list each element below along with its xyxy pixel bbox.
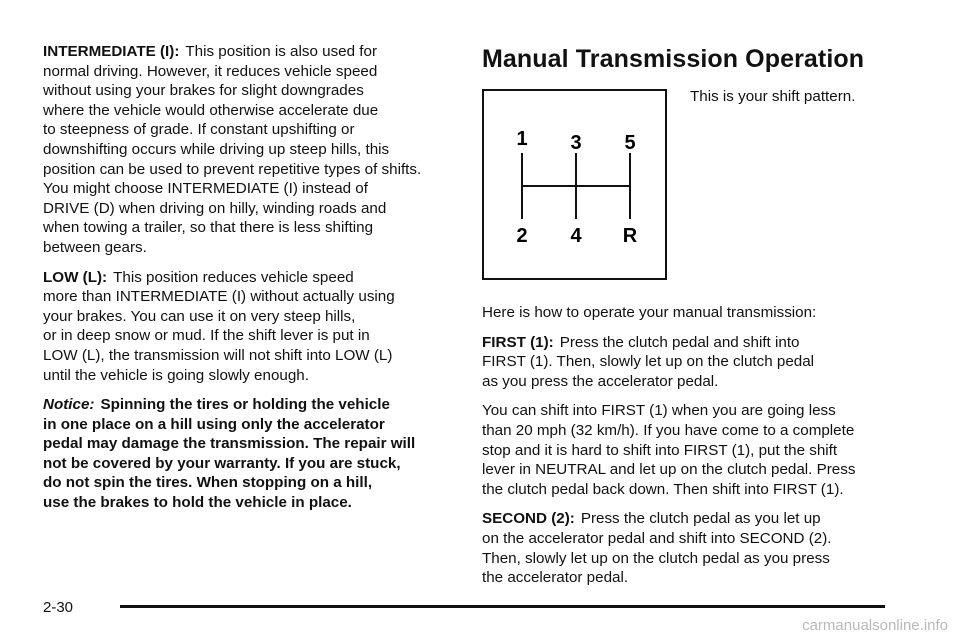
first-detail-line: the clutch pedal back down. Then shift into FIRST (1). xyxy=(482,480,844,498)
intermediate-line: This position is also used for xyxy=(185,43,378,60)
notice-line: not be covered by your warranty. If you are stuck, xyxy=(43,454,401,472)
first-detail-line: lever in NEUTRAL and let up on the clutch pedal. Press xyxy=(482,461,856,479)
shift-gate-lines xyxy=(522,153,630,219)
left-column xyxy=(43,42,453,523)
shift-pattern-diagram xyxy=(482,89,667,280)
watermark: carmanualsonline.info xyxy=(802,617,948,634)
first-line: FIRST (1). Then, slowly let up on the clutch pedal xyxy=(482,353,815,371)
intermediate-line: when towing a trailer, so that there is less shifting xyxy=(43,219,374,237)
notice-line: use the brakes to hold the vehicle in place. xyxy=(43,494,352,512)
first-paragraph xyxy=(482,333,932,392)
low-line: This position reduces vehicle speed xyxy=(113,268,354,286)
low-line: more than INTERMEDIATE (I) without actually using xyxy=(43,288,395,306)
right-column-body xyxy=(482,303,932,598)
first-line: as you press the accelerator pedal. xyxy=(482,372,719,390)
gear-label-bottom: 2 xyxy=(516,225,528,247)
low-paragraph xyxy=(43,268,453,386)
intermediate-line: between gears. xyxy=(43,238,147,256)
low-line: LOW (L), the transmission will not shift into LOW (L) xyxy=(43,346,393,364)
intermediate-line: normal driving. However, it reduces vehicle speed xyxy=(43,62,378,80)
intermediate-line: You might choose INTERMEDIATE (I) instead of xyxy=(43,180,368,198)
notice-line: in one place on a hill using only the accelerator xyxy=(43,415,385,433)
second-line: Then, slowly let up on the clutch pedal as you press xyxy=(482,549,830,567)
intermediate-line: where the vehicle would otherwise accelerate due xyxy=(43,101,379,119)
second-paragraph xyxy=(482,509,932,587)
gear-label-top: 5 xyxy=(624,132,636,154)
notice-line: pedal may damage the transmission. The repair will xyxy=(43,435,416,453)
footer-rule xyxy=(120,605,885,608)
section-heading: Manual Transmission Operation xyxy=(482,45,865,73)
first-detail-line: You can shift into FIRST (1) when you are going less xyxy=(482,402,836,420)
page-number: 2-30 xyxy=(43,599,74,616)
low-line: or in deep snow or mud. If the shift lever is put in xyxy=(43,327,370,345)
notice-label: Notice: xyxy=(43,396,95,414)
second-line: the accelerator pedal. xyxy=(482,569,629,587)
gear-label-top: 1 xyxy=(516,128,528,150)
first-label: FIRST (1): xyxy=(482,333,554,351)
intermediate-line: DRIVE (D) when driving on hilly, winding roads and xyxy=(43,199,387,217)
intro-paragraph: Here is how to operate your manual transmission: xyxy=(482,304,817,321)
intermediate-line: downshifting occurs while driving up steep hills, this xyxy=(43,140,390,158)
first-detail-line: stop and it is hard to shift into FIRST (1), put the shift xyxy=(482,441,838,459)
intermediate-paragraph xyxy=(43,42,453,258)
low-line: your brakes. You can use it on very steep hills, xyxy=(43,307,356,325)
second-line: Press the clutch pedal as you let up xyxy=(580,510,821,528)
shift-pattern-caption: This is your shift pattern. xyxy=(690,88,856,105)
low-label: LOW (L): xyxy=(43,268,108,286)
shift-pattern-svg xyxy=(484,91,665,278)
intermediate-line: to steepness of grade. If constant upshifting or xyxy=(43,121,355,139)
gear-label-bottom: 4 xyxy=(570,225,582,247)
second-label: SECOND (2): xyxy=(482,510,575,528)
low-line: until the vehicle is going slowly enough. xyxy=(43,366,309,384)
first-detail-line: than 20 mph (32 km/h). If you have come to a complete xyxy=(482,421,855,439)
first-detail-paragraph xyxy=(482,401,932,499)
notice-line: do not spin the tires. When stopping on a hill, xyxy=(43,474,373,492)
intermediate-line: without using your brakes for slight downgrades xyxy=(43,82,364,100)
intermediate-line: position can be used to prevent repetitive types of shifts. xyxy=(43,160,422,178)
intermediate-label: INTERMEDIATE (I): xyxy=(43,43,180,60)
second-line: on the accelerator pedal and shift into SECOND (2). xyxy=(482,529,832,547)
gear-label-top: 3 xyxy=(570,132,582,154)
first-line: Press the clutch pedal and shift into xyxy=(559,333,800,351)
gear-label-bottom: R xyxy=(622,225,638,247)
notice-line: Spinning the tires or holding the vehicle xyxy=(100,396,390,414)
notice-paragraph xyxy=(43,395,453,513)
